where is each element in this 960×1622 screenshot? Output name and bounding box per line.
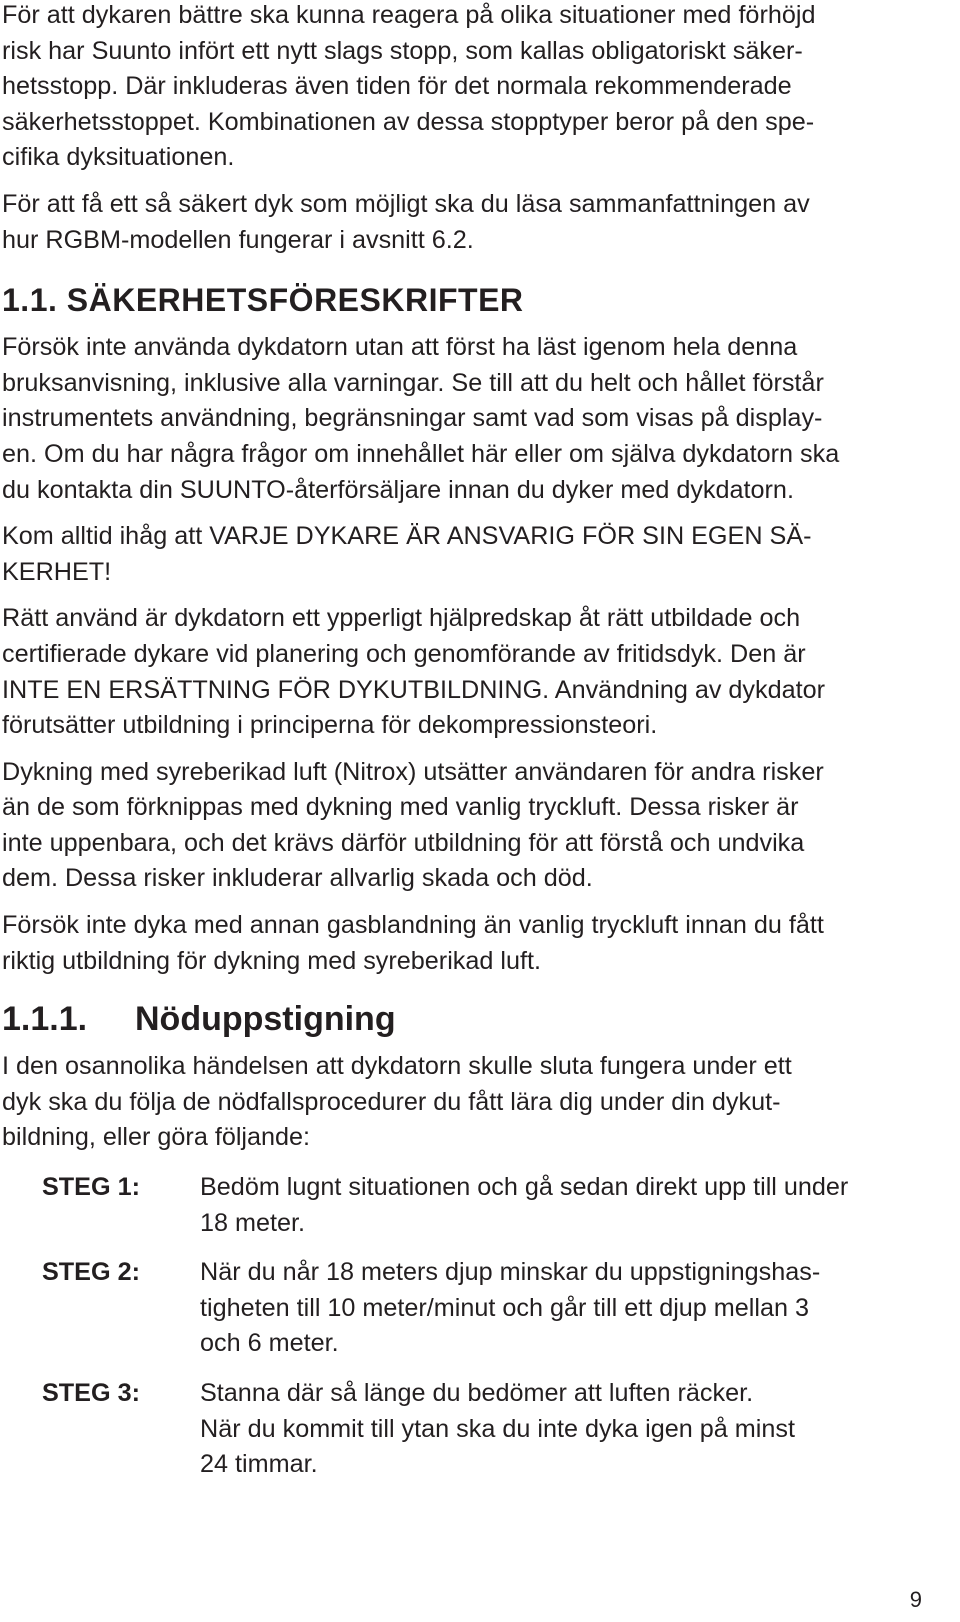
text-line: cifika dyksituationen. [2, 143, 235, 172]
step-item [2, 1255, 957, 1362]
subsection-heading [2, 997, 957, 1041]
section-heading: 1.1. SÄKERHETSFÖRESKRIFTER [2, 282, 524, 319]
paragraph-safety-stop [2, 0, 957, 176]
text-line: risk har Suunto infört ett nytt slags stopp, som kallas obligatoriskt säker- [2, 36, 803, 65]
step-item [2, 1170, 957, 1241]
text-line: Dykning med syreberikad luft (Nitrox) utsätter användaren för andra risker [2, 757, 824, 786]
subsection-number: 1.1.1. [2, 1000, 88, 1039]
text-line: Försök inte använda dykdatorn utan att först ha läst igenom hela denna [2, 333, 798, 362]
text-line: riktig utbildning för dykning med syreberikad luft. [2, 946, 541, 975]
step-label: STEG 1: [42, 1173, 140, 1202]
text-line: När du når 18 meters djup minskar du uppstigningshas- [200, 1258, 821, 1287]
step-text [200, 1170, 957, 1241]
text-line: bildning, eller göra följande: [2, 1123, 311, 1152]
step-label: STEG 2: [42, 1258, 140, 1287]
text-line: KERHET! [2, 557, 112, 586]
page-number: 9 [909, 1587, 922, 1612]
paragraph-emergency-intro [2, 1049, 957, 1156]
text-line: inte uppenbara, och det krävs därför utbildning för att förstå och undvika [2, 828, 805, 857]
text-line: INTE EN ERSÄTTNING FÖR DYKUTBILDNING. Användning av dykdator [2, 675, 826, 704]
step-item [2, 1376, 957, 1483]
paragraph-rgbm-reference [2, 187, 957, 258]
text-line: förutsätter utbildning i principerna för dekompressionsteori. [2, 711, 658, 740]
text-line: tigheten till 10 meter/minut och går till ett djup mellan 3 [200, 1293, 810, 1322]
text-line: 18 meter. [200, 1208, 306, 1237]
text-line: Rätt använd är dykdatorn ett ypperligt hjälpredskap åt rätt utbildade och [2, 604, 801, 633]
step-text [200, 1376, 957, 1483]
paragraph-read-manual [2, 330, 957, 508]
text-line: Försök inte dyka med annan gasblandning än vanlig tryckluft innan du fått [2, 911, 824, 940]
paragraph-training [2, 601, 957, 743]
text-line: dem. Dessa risker inkluderar allvarlig skada och död. [2, 864, 593, 893]
step-label: STEG 3: [42, 1379, 140, 1407]
text-line: För att få ett så säkert dyk som möjligt ska du läsa sammanfattningen av [2, 189, 810, 218]
paragraph-nitrox [2, 755, 957, 897]
text-line: hur RGBM-modellen fungerar i avsnitt 6.2. [2, 225, 474, 254]
text-line: certifierade dykare vid planering och genomförande av fritidsdyk. Den är [2, 639, 806, 668]
emergency-steps-list [2, 1170, 957, 1483]
text-line: säkerhetsstoppet. Kombinationen av dessa stopptyper beror på den spe- [2, 107, 815, 136]
text-line: än de som förknippas med dykning med vanlig tryckluft. Dessa risker är [2, 793, 799, 822]
text-line: du kontakta din SUUNTO-återförsäljare innan du dyker med dykdatorn. [2, 475, 794, 504]
paragraph-gas-mix [2, 908, 957, 979]
text-line: Stanna där så länge du bedömer att luften räcker. [200, 1379, 754, 1407]
text-line: I den osannolika händelsen att dykdatorn skulle sluta fungera under ett [2, 1052, 792, 1081]
text-line: hetsstopp. Där inkluderas även tiden för det normala rekommenderade [2, 72, 792, 101]
text-line: Bedöm lugnt situationen och gå sedan direkt upp till under [200, 1173, 849, 1202]
text-line: 24 timmar. [200, 1450, 318, 1479]
text-line: och 6 meter. [200, 1329, 339, 1358]
text-line: När du kommit till ytan ska du inte dyka igen på minst [200, 1414, 795, 1443]
text-line: För att dykaren bättre ska kunna reagera på olika situationer med förhöjd [2, 1, 816, 29]
text-line: instrumentets användning, begränsningar samt vad som visas på display- [2, 404, 823, 433]
paragraph-responsibility [2, 519, 957, 590]
text-line: en. Om du har några frågor om innehållet här eller om själva dykdatorn ska [2, 439, 840, 468]
text-line: Kom alltid ihåg att VARJE DYKARE ÄR ANSVARIG FÖR SIN EGEN SÄ- [2, 522, 812, 551]
step-text [200, 1255, 957, 1362]
subsection-title: Nöduppstigning [135, 1000, 396, 1039]
text-line: dyk ska du följa de nödfallsprocedurer du fått lära dig under din dykut- [2, 1087, 781, 1116]
text-line: bruksanvisning, inklusive alla varningar. Se till att du helt och hållet förstår [2, 368, 824, 397]
